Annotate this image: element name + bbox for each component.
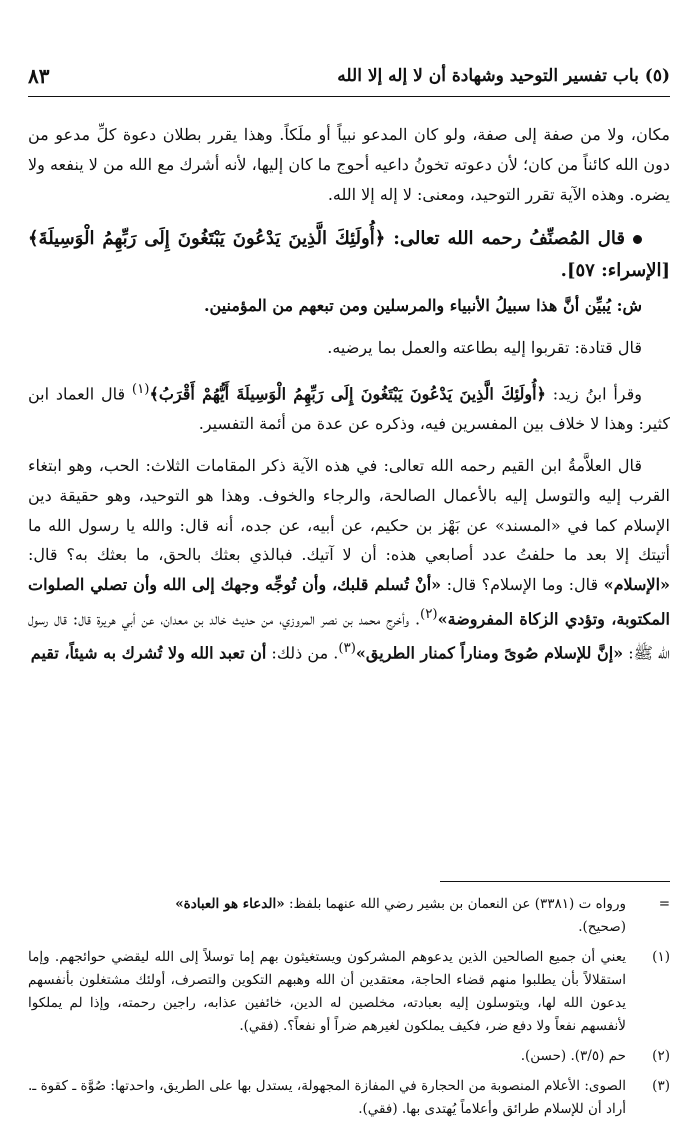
min-dhalik-text: . من ذلك: — [271, 643, 339, 663]
footnote-text: ورواه ت (٣٣٨١) عن النعمان بن بشير رضي الله عنهما بلفظ: — [288, 896, 626, 912]
hadith-quote-3: «إنَّ للإسلام صُوىً ومناراً كمنار الطريق» — [355, 643, 624, 663]
heading-lead: قال المُصنِّفُ رحمه الله تعالى: — [393, 228, 625, 250]
footnote-2 — [28, 1045, 670, 1068]
hadith-quote-4: أن تعبد الله ولا تُشرك به شيئاً، تقيم — [30, 643, 267, 663]
footnote-mark: (٣) — [652, 1078, 670, 1094]
page-number: ٨٣ — [28, 64, 50, 88]
footnote-text: حم (٣/٥). (حسن). — [520, 1048, 626, 1064]
footnote-continued — [28, 893, 670, 939]
footnote-grade: (صحيح). — [578, 919, 626, 935]
quran-verse-2: ﴿أُولَئِكَ الَّذِينَ يَدْعُونَ يَبْتَغُونَ إِلَى رَبِّهِمُ الْوَسِيلَةَ أَيُّهُمْ أَقْرَبُ﴾ — [149, 384, 546, 404]
paragraph-continuation: مكان، ولا من صفة إلى صفة، ولو كان المدعو نبياً أو ملَكاً. وهذا يقرر بطلان دعوة كلِّ مدعو من دون الله كائناً من كان؛ لأن دعوته تخونُ داعيه أحوج ما كان إليها، لأنه أشرك مع الله من لا ينفعه ولا يضره. وهذه الآية تقرر التوحيد، ومعنى: لا إله إلا الله. — [28, 125, 670, 204]
author-quote-heading — [28, 223, 670, 287]
footnote-divider — [440, 881, 670, 882]
running-header — [28, 58, 670, 97]
footnote-text: الصوى: الأعلام المنصوبة من الحجارة في المفازة المجهولة، يستدل بها على الطريق، واحدتها: صُوَّة ـ كقوة ـ. أراد أن للإسلام طرائق وأعلاماً يُهتدى بها. (فقي). — [28, 1078, 626, 1117]
footnote-ref-3[interactable]: (٣) — [338, 641, 356, 657]
hadith-quote-2: «أنْ تُسلم قلبك، وأن تُوجِّه وجهك إلى الله وأن تصلي الصلوات المكتوبة، وتؤدي الزكاة المفروضة» — [28, 575, 671, 629]
hadith-quote-1: «الإسلام» — [603, 575, 671, 595]
quran-verse: ﴿أُولَئِكَ الَّذِينَ يَدْعُونَ يَبْتَغُونَ إِلَى رَبِّهِمُ الْوَسِيلَةَ﴾ — [28, 228, 386, 250]
ibn-qayyim-text: قال العلاَّمةُ ابن القيم رحمه الله تعالى: في هذه الآية ذكر المقامات الثلاث: الحب، وهو ابتغاء القرب إليه والتوسل إليه بالأعمال الصالحة، والرجاء والخوف. وهذا هو التوحيد، وهو حقيقة دين الإسلام كما في «المسند» عن بَهْز بن حكيم، عن أبيه، عن جده، أنه قال: والله يا رسول الله ما أتيتك إلا بعد ما حلفتُ عدد أصابعي هذه: أن لا آتيك. فبالذي بعثك بالحق، ما بعثك به؟ قال: — [28, 455, 670, 565]
paragraph-ibn-zaid — [28, 375, 670, 439]
footnote-ref-2[interactable]: (٢) — [420, 606, 438, 622]
paragraph-explanation — [28, 291, 670, 321]
bullet-icon — [633, 235, 642, 244]
ibn-kathir-text: قال العماد ابن كثير: وهذا لا خلاف بين المفسرين فيه، وذكره عن عدة من أئمة التفسير. — [28, 384, 670, 434]
footnote-mark: (١) — [652, 949, 670, 965]
verse-reference: [الإسراء: ٥٧]. — [560, 260, 670, 282]
footnote-3 — [28, 1075, 670, 1121]
footnote-hadith: «الدعاء هو العبادة» — [175, 896, 285, 912]
ibn-zaid-lead: وقرأ ابنُ زيد: — [552, 384, 642, 404]
footnote-text: يعني أن جميع الصالحين الذين يدعوهم المشركون ويستغيثون بهم إما توسلاً إلى الله ليقضي حوائجهم. وإما استقلالاً بأن يطلبوا منهم قضاء الحاجة، معتقدين أن الله وهبهم التكوين والتصرف، أولئك مشتغلون بأنفسهم يدعون الله لها، ويتوسلون إليه بعبادته، مخلصين له الدين، خائفين عذابه، راجين رحمته، وإذا لم يملكوا لأنفسهم نفعاً ولا دفع ضر، فكيف يملكون لغيرهم ضراً أو نفعاً؟. (فقي). — [28, 949, 626, 1034]
marwazi-text: . وأخرج محمد بن نصر المروزي، من حديث خالد بن معدان، عن أبي هريرة قال: قال رسول الله ﷺ: — [28, 609, 670, 663]
footnote-1 — [28, 946, 670, 1038]
footnote-mark: = — [658, 896, 670, 912]
paragraph-ibn-qayyim — [28, 451, 670, 668]
paragraph-qatada: قال قتادة: تقربوا إليه بطاعته والعمل بما يرضيه. — [327, 338, 642, 358]
chapter-title: (٥) باب تفسير التوحيد وشهادة أن لا إله إلا الله — [337, 66, 670, 86]
main-text — [28, 120, 670, 668]
ibn-qayyim-cont: قال: وما الإسلام؟ قال: — [446, 575, 599, 595]
footnote-mark: (٢) — [652, 1048, 670, 1064]
footnote-ref-1[interactable]: (١) — [131, 381, 150, 397]
footnotes — [28, 893, 670, 1128]
explanation-text: ش: يُبيِّن أنَّ هذا سبيلُ الأنبياء والمرسلين ومن تبعهم من المؤمنين. — [203, 296, 642, 316]
